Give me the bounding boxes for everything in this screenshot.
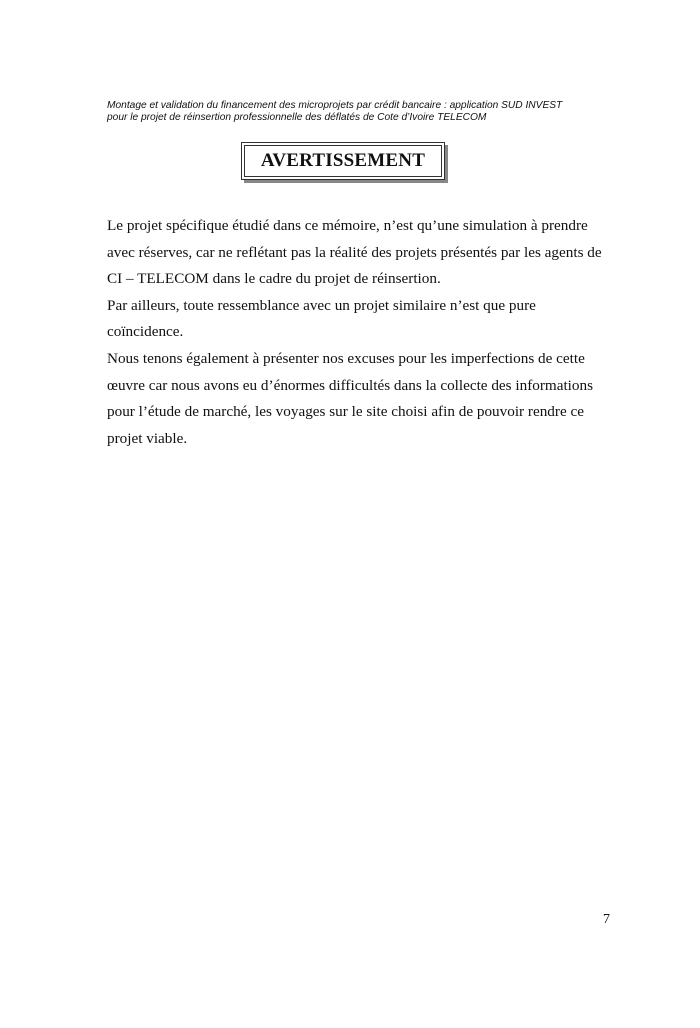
running-header: [107, 100, 607, 123]
body-line: projet viable.: [107, 429, 188, 447]
body-line: Le projet spécifique étudié dans ce mémoire, n’est qu’une simulation à prendre: [107, 217, 588, 234]
body-line: CI – TELECOM dans le cadre du projet de réinsertion.: [107, 270, 441, 288]
body-line: Par ailleurs, toute ressemblance avec un projet similaire n’est que pure: [107, 296, 536, 314]
title-frame: [241, 142, 445, 180]
body-line: pour l’étude de marché, les voyages sur le site choisi afin de pouvoir rendre ce: [107, 403, 584, 421]
page-number: 7: [603, 912, 610, 927]
body-text: [107, 213, 607, 452]
body-line: Nous tenons également à présenter nos excuses pour les imperfections de cette: [107, 349, 585, 367]
running-header-line-2: pour le projet de réinsertion professionnelle des déflatés de Cote d’Ivoire TELECOM: [107, 111, 487, 123]
body-line: coïncidence.: [107, 323, 184, 341]
page-title: AVERTISSEMENT: [244, 145, 442, 177]
running-header-line-1: Montage et validation du financement des microprojets par crédit bancaire : application SUD INVEST: [107, 100, 563, 111]
body-line: avec réserves, car ne reflétant pas la réalité des projets présentés par les agents de: [107, 243, 602, 261]
body-line: œuvre car nous avons eu d’énormes difficultés dans la collecte des informations: [107, 376, 593, 394]
